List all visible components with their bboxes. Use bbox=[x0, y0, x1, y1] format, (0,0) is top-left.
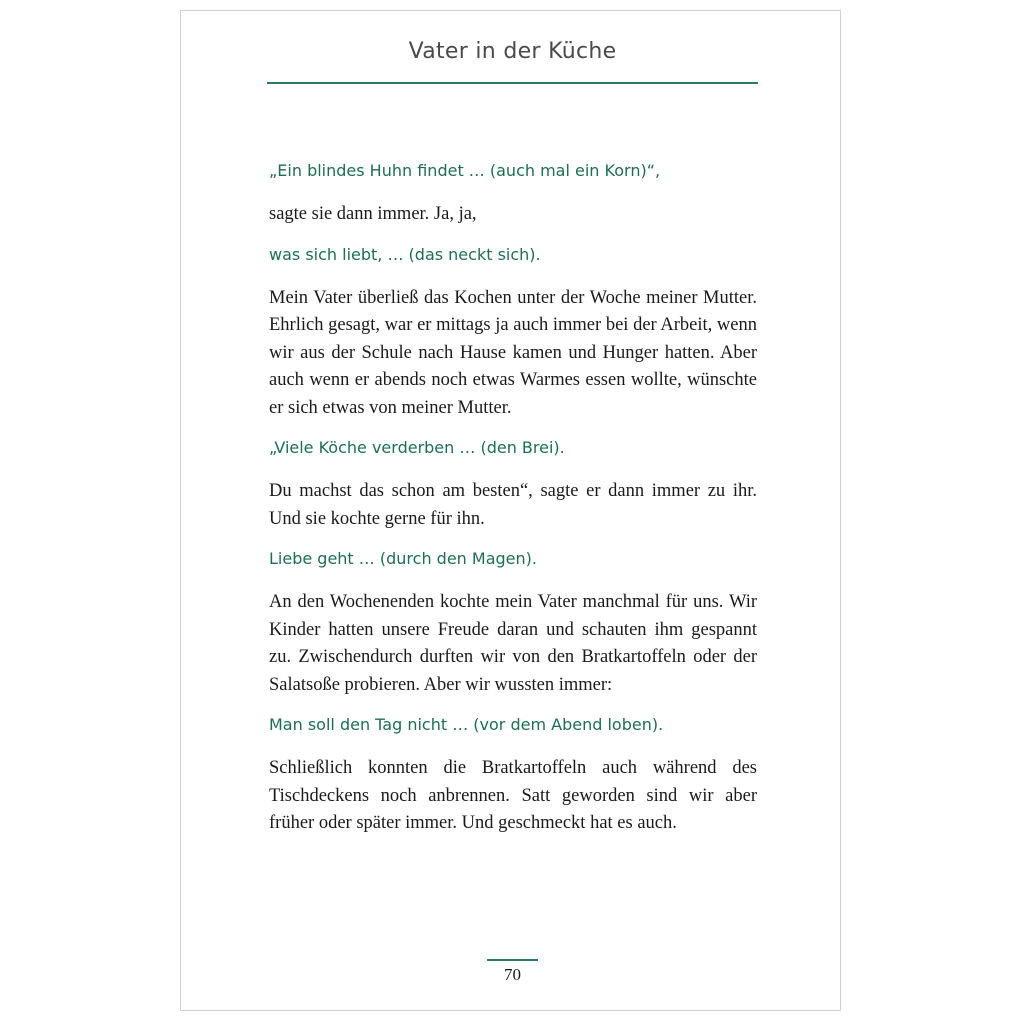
body-paragraph: Du machst das schon am besten“, sagte er dann immer zu ihr. Und sie kochte gerne für ihn. bbox=[269, 481, 757, 529]
body-paragraph: sagte sie dann immer. Ja, ja, bbox=[269, 204, 477, 224]
book-page bbox=[180, 10, 841, 1011]
page-content bbox=[269, 159, 757, 838]
proverb-text: was sich liebt, … (das neckt sich). bbox=[269, 244, 541, 264]
body-paragraph: Mein Vater überließ das Kochen unter der Woche meiner Mutter. Ehrlich gesagt, war er mittags ja auch immer bei der Arbeit, wenn wir aus der Schule nach Hause kamen und Hunger hatten. Aber auch wenn er abends noch etwas Warmes essen wollte, wünschte er sich etwas von meiner Mutter. bbox=[269, 287, 757, 418]
footer-divider bbox=[487, 959, 538, 961]
page-number: 70 bbox=[504, 965, 521, 984]
proverb-text: „Viele Köche verderben … (den Brei). bbox=[269, 438, 565, 457]
proverb-text: „Ein blindes Huhn findet … (auch mal ein Korn)“, bbox=[269, 161, 661, 180]
page-header-title: Vater in der Küche bbox=[408, 39, 617, 64]
header-divider bbox=[267, 82, 758, 84]
body-paragraph: Schließlich konnten die Bratkartoffeln auch während des Tischdeckens noch anbrennen. Satt geworden sind wir aber früher oder später immer. Und geschmeckt hat es auch. bbox=[269, 758, 757, 833]
proverb-text: Liebe geht … (durch den Magen). bbox=[269, 549, 537, 568]
body-paragraph: An den Wochenenden kochte mein Vater manchmal für uns. Wir Kinder hatten unsere Freude daran und schauten ihm gespannt zu. Zwischendurch durften wir von den Bratkartoffeln oder der Salatsoße probieren. Aber wir wussten immer: bbox=[269, 592, 757, 695]
proverb-text: Man soll den Tag nicht … (vor dem Abend loben). bbox=[269, 715, 664, 734]
